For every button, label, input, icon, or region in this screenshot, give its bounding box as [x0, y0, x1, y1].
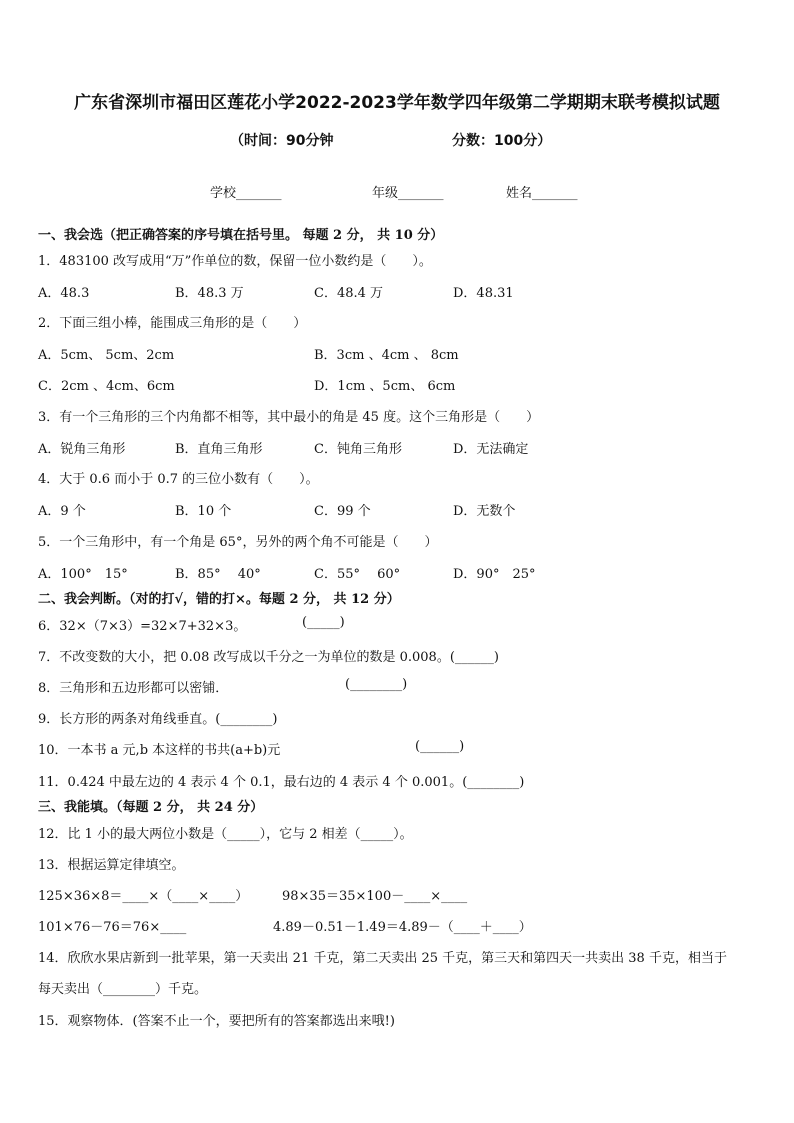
q4-option-a: A．9 个	[38, 504, 86, 519]
question-13: 13．根据运算定律填空。	[38, 858, 185, 873]
question-8: 8．三角形和五边形都可以密铺．	[38, 681, 229, 696]
name-field: 姓名_______	[506, 186, 578, 201]
section-3-heading: 三、我能填。（每题 2 分， 共 24 分）	[38, 800, 264, 815]
question-12: 12．比 1 小的最大两位小数是（_____），它与 2 相差（_____）。	[38, 827, 413, 842]
question-4: 4．大于 0.6 而小于 0.7 的三位小数有（ ）。	[38, 472, 319, 487]
q8-answer-blank: (________)	[345, 677, 408, 692]
q5-option-a: A．100° 15°	[38, 567, 128, 582]
section-2-heading: 二、我会判断。（对的打√，错的打×。每题 2 分， 共 12 分）	[38, 592, 400, 607]
q5-option-d: D．90° 25°	[453, 567, 536, 582]
q3-option-c: C．钝角三角形	[314, 442, 402, 457]
question-7: 7．不改变数的大小，把 0.08 改写成以千分之一为单位的数是 0.008。(______)	[38, 650, 499, 665]
q4-option-c: C．99 个	[314, 504, 371, 519]
exam-score: 分数：100分）	[452, 133, 552, 149]
question-11: 11．0.424 中最左边的 4 表示 4 个 0.1，最右边的 4 表示 4 个 0.001。(________)	[38, 775, 525, 790]
question-15: 15．观察物体．(答案不止一个，要把所有的答案都选出来哦!)	[38, 1014, 395, 1029]
q4-option-b: B．10 个	[175, 504, 232, 519]
question-10: 10．一本书 a 元,b 本这样的书共(a+b)元	[38, 743, 281, 758]
exam-title: 广东省深圳市福田区莲花小学2022-2023学年数学四年级第二学期期末联考模拟试题	[74, 93, 720, 113]
q3-option-a: A．锐角三角形	[38, 442, 126, 457]
q5-option-b: B．85° 40°	[175, 567, 261, 582]
question-3: 3．有一个三角形的三个内角都不相等，其中最小的角是 45 度。这个三角形是（ ）	[38, 410, 540, 425]
q1-option-a: A．48.3	[38, 286, 90, 301]
q1-option-b: B．48.3 万	[175, 286, 244, 301]
q1-option-d: D．48.31	[453, 286, 514, 301]
question-14-line-1: 14．欣欣水果店新到一批苹果，第一天卖出 21 千克，第二天卖出 25 千克，第三天和第四天一共卖出 38 千克，相当于	[38, 951, 727, 966]
question-1: 1．483100 改写成用“万”作单位的数，保留一位小数约是（ ）。	[38, 254, 432, 269]
q2-option-d: D．1cm 、5cm、 6cm	[314, 379, 456, 394]
school-field: 学校_______	[210, 186, 282, 201]
question-2: 2．下面三组小棒，能围成三角形的是（ ）	[38, 316, 307, 331]
grade-field: 年级_______	[372, 186, 444, 201]
exam-time: （时间：90分钟	[230, 133, 334, 149]
question-14-line-2: 每天卖出（________）千克。	[38, 982, 208, 997]
q1-option-c: C．48.4 万	[314, 286, 384, 301]
q10-answer-blank: (______)	[415, 739, 465, 754]
q13-item-d: 4.89－0.51－1.49＝4.89－（____＋____）	[273, 920, 532, 935]
question-5: 5．一个三角形中，有一个角是 65°，另外的两个角不可能是（ ）	[38, 535, 438, 550]
q13-item-b: 98×35＝35×100－____×____	[282, 889, 468, 904]
q2-option-b: B．3cm 、4cm 、 8cm	[314, 348, 459, 363]
q3-option-d: D．无法确定	[453, 442, 529, 457]
q4-option-d: D．无数个	[453, 504, 516, 519]
q3-option-b: B．直角三角形	[175, 442, 263, 457]
question-6: 6．32×（7×3）=32×7+32×3。	[38, 619, 247, 634]
q13-item-c: 101×76－76＝76×____	[38, 920, 187, 935]
section-1-heading: 一、我会选（把正确答案的序号填在括号里。 每题 2 分， 共 10 分）	[38, 228, 444, 243]
q2-option-a: A．5cm、 5cm、2cm	[38, 348, 175, 363]
q13-item-a: 125×36×8＝____×（____×____）	[38, 889, 249, 904]
question-9: 9．长方形的两条对角线垂直。(________)	[38, 712, 278, 727]
q2-option-c: C．2cm 、4cm、6cm	[38, 379, 175, 394]
q6-answer-blank: (_____)	[302, 615, 345, 630]
q5-option-c: C．55° 60°	[314, 567, 401, 582]
